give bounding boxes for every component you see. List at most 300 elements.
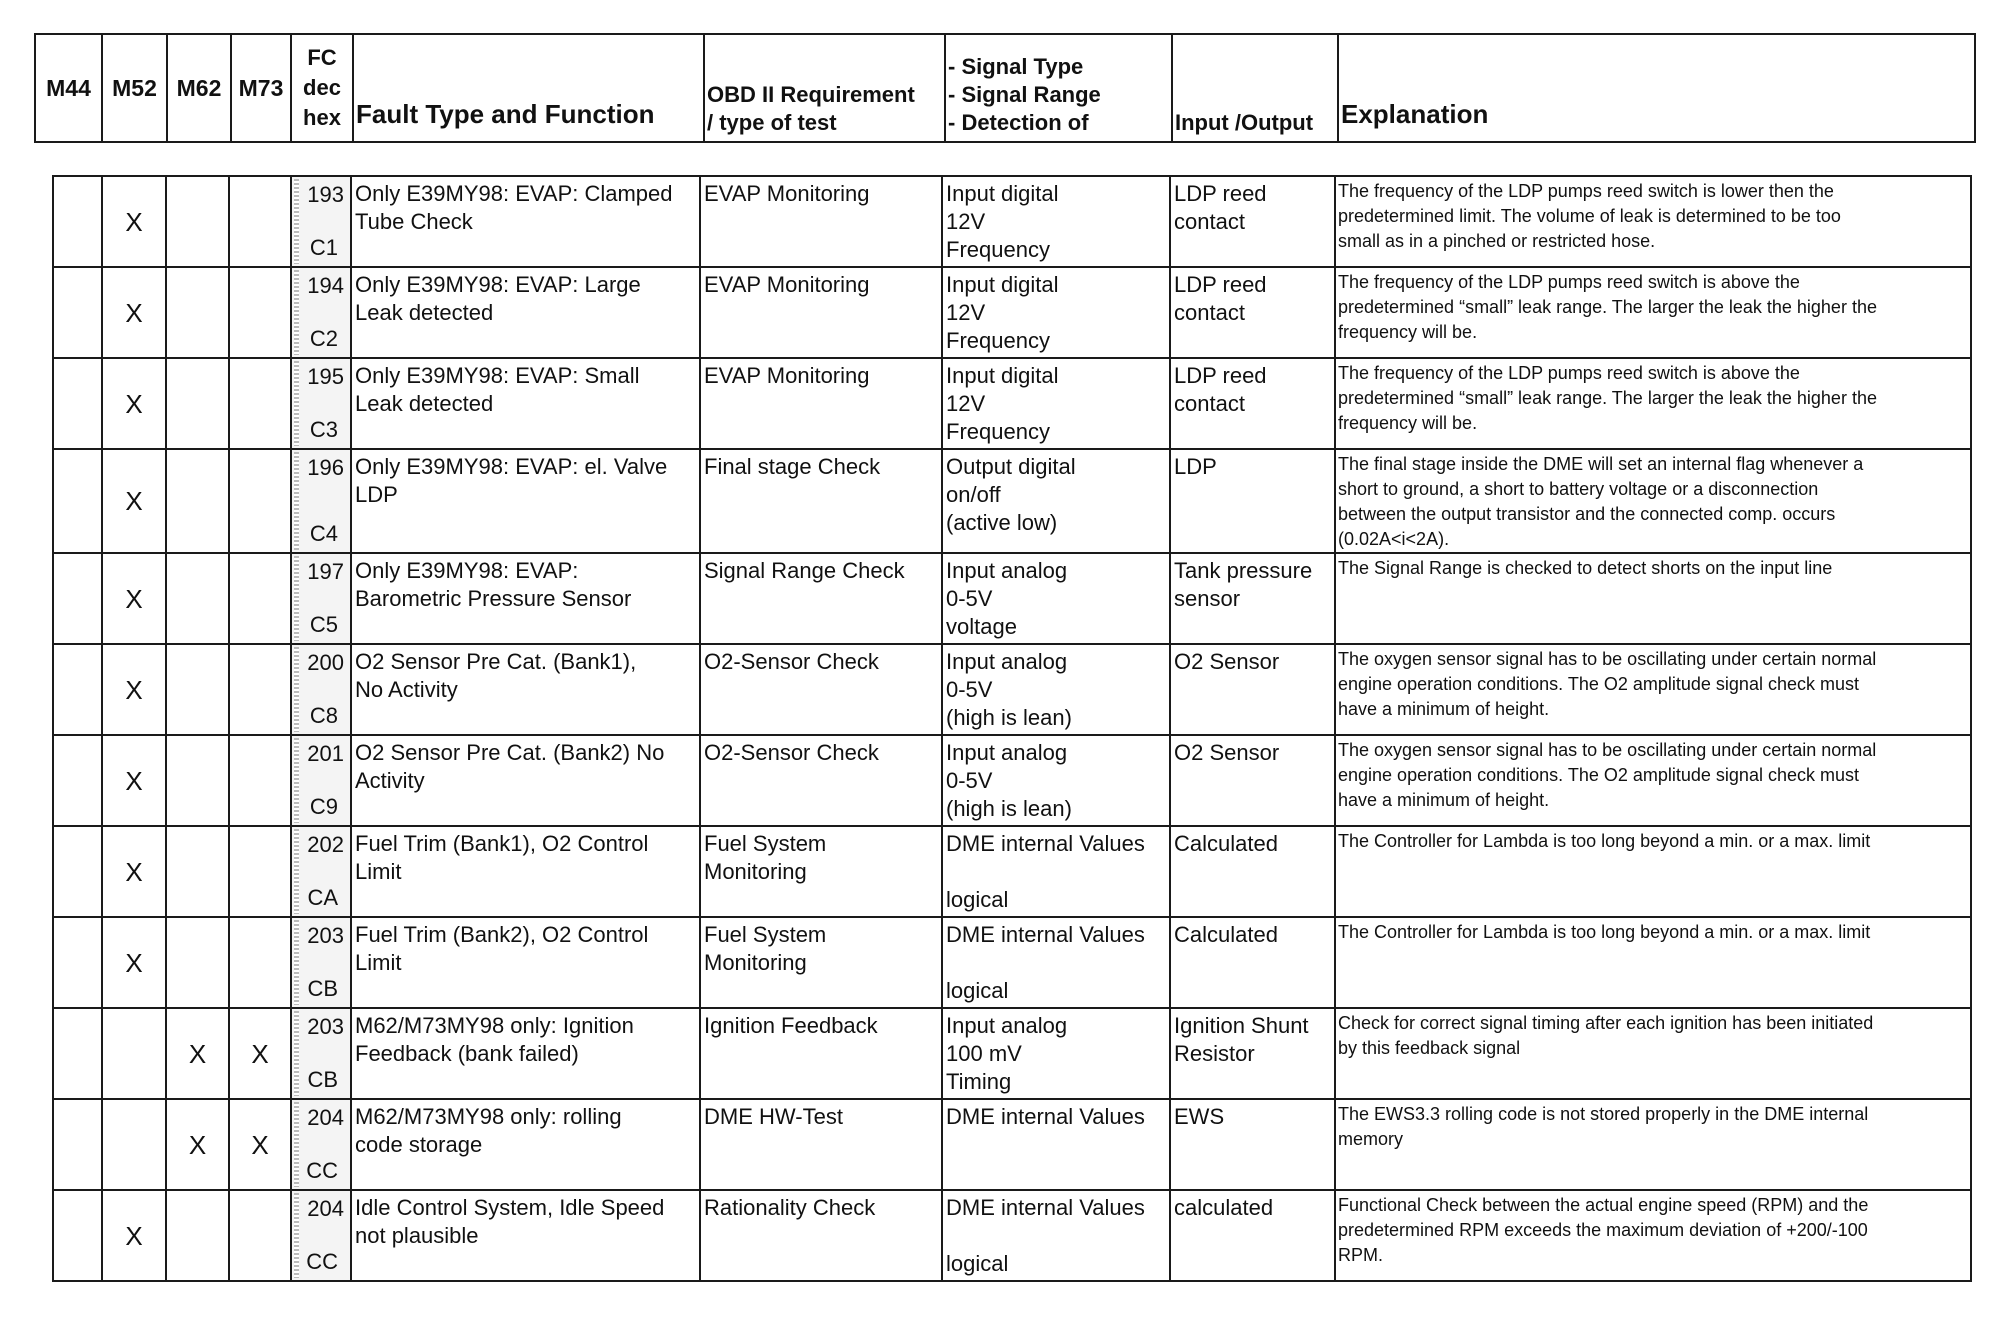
signal-cell-line: 12V — [946, 391, 986, 416]
input-output-cell-line: LDP reed — [1174, 272, 1267, 297]
shading-strip — [294, 270, 299, 355]
signal-cell-line: Input analog — [946, 558, 1068, 583]
header-io: Input /Output — [1172, 34, 1338, 142]
obd-requirement-cell-line: Fuel System — [704, 831, 827, 856]
signal-cell-line: DME internal Values — [946, 922, 1145, 947]
fault-code-dec: 193 — [307, 182, 344, 207]
explanation-cell — [1335, 735, 1971, 826]
engine-m52-cell — [102, 1008, 166, 1099]
engine-m73-cell — [229, 358, 291, 449]
explanation-cell-line: engine operation conditions. The O2 amplitude signal check must — [1338, 674, 1859, 694]
header-signal-line: - Signal Range — [948, 82, 1101, 107]
signal-cell — [942, 735, 1170, 826]
signal-cell-line: on/off — [946, 482, 1001, 507]
explanation-cell — [1335, 826, 1971, 917]
header-obd-line: OBD II Requirement — [707, 82, 915, 107]
input-output-cell-line: calculated — [1174, 1195, 1274, 1220]
signal-cell-line: 0-5V — [946, 677, 993, 702]
engine-m62-cell — [166, 1190, 229, 1281]
signal-cell-line — [946, 949, 1166, 977]
engine-m73-cell: X — [229, 1008, 291, 1099]
input-output-cell-line: Calculated — [1174, 831, 1278, 856]
input-output-cell — [1170, 449, 1335, 553]
obd-requirement-cell — [700, 267, 942, 358]
engine-m44-cell — [53, 644, 102, 735]
table-row — [53, 917, 1971, 1008]
fault-code-dec: 201 — [307, 741, 344, 766]
engine-m73-cell — [229, 917, 291, 1008]
fault-type-cell — [351, 917, 700, 1008]
input-output-cell-line: sensor — [1174, 586, 1241, 611]
explanation-cell-line: The frequency of the LDP pumps reed switch is lower then the — [1338, 181, 1834, 201]
signal-cell — [942, 176, 1170, 267]
engine-m73-cell — [229, 735, 291, 826]
obd-requirement-cell — [700, 1190, 942, 1281]
engine-m73-cell — [229, 449, 291, 553]
fault-type-cell-line: Tube Check — [355, 209, 473, 234]
obd-requirement-cell — [700, 735, 942, 826]
signal-cell-line: (active low) — [946, 510, 1058, 535]
input-output-cell — [1170, 1190, 1335, 1281]
engine-m73-cell — [229, 267, 291, 358]
obd-requirement-cell-line: EVAP Monitoring — [704, 181, 870, 206]
fault-type-cell — [351, 358, 700, 449]
explanation-cell-line: predetermined limit. The volume of leak is determined to be too — [1338, 206, 1841, 226]
explanation-cell-line: engine operation conditions. The O2 amplitude signal check must — [1338, 765, 1859, 785]
signal-cell-line: Timing — [946, 1069, 1012, 1094]
explanation-cell-line: have a minimum of height. — [1338, 699, 1550, 719]
engine-m52-cell: X — [102, 267, 166, 358]
table-row — [53, 826, 1971, 917]
obd-requirement-cell — [700, 917, 942, 1008]
explanation-cell — [1335, 1008, 1971, 1099]
input-output-cell — [1170, 553, 1335, 644]
explanation-cell-line: The oxygen sensor signal has to be oscillating under certain normal — [1338, 740, 1877, 760]
header-signal — [945, 34, 1172, 142]
fault-type-cell — [351, 735, 700, 826]
input-output-cell — [1170, 917, 1335, 1008]
fault-type-cell-line: Feedback (bank failed) — [355, 1041, 579, 1066]
engine-m44-cell — [53, 1099, 102, 1190]
fault-code-hex: CC — [306, 1249, 338, 1274]
fault-code-cell — [291, 826, 351, 917]
shading-strip — [294, 1102, 299, 1187]
shading-strip — [294, 556, 299, 641]
fault-type-cell-line: Fuel Trim (Bank1), O2 Control — [355, 831, 649, 856]
fault-code-dec: 203 — [307, 923, 344, 948]
signal-cell — [942, 1008, 1170, 1099]
obd-requirement-cell — [700, 1099, 942, 1190]
explanation-cell — [1335, 917, 1971, 1008]
shading-strip — [294, 361, 299, 446]
header-fc-line: FC — [307, 45, 337, 70]
header-obd-line: / type of test — [707, 110, 837, 135]
fault-code-dec: 202 — [307, 832, 344, 857]
engine-m73-cell — [229, 826, 291, 917]
signal-cell-line: DME internal Values — [946, 1195, 1145, 1220]
input-output-cell-line: O2 Sensor — [1174, 740, 1280, 765]
fault-type-cell — [351, 644, 700, 735]
fault-code-cell — [291, 358, 351, 449]
engine-m52-cell: X — [102, 449, 166, 553]
engine-m62-cell: X — [166, 1008, 229, 1099]
fault-type-cell-line: No Activity — [355, 677, 458, 702]
explanation-cell-line: between the output transistor and the connected comp. occurs — [1338, 504, 1836, 524]
fault-code-dec: 196 — [307, 455, 344, 480]
explanation-cell-line: The frequency of the LDP pumps reed switch is above the — [1338, 363, 1800, 383]
fault-code-hex: C2 — [309, 326, 338, 351]
explanation-cell-line: The oxygen sensor signal has to be oscillating under certain normal — [1338, 649, 1877, 669]
fault-code-cell — [291, 1099, 351, 1190]
engine-m44-cell — [53, 735, 102, 826]
fault-code-cell — [291, 1190, 351, 1281]
input-output-cell-line: LDP reed — [1174, 363, 1267, 388]
fault-code-hex: CA — [307, 885, 338, 910]
fault-type-cell-line: O2 Sensor Pre Cat. (Bank2) No — [355, 740, 665, 765]
signal-cell-line: logical — [946, 1251, 1009, 1276]
input-output-cell-line: contact — [1174, 300, 1245, 325]
explanation-cell-line: (0.02A<i<2A). — [1338, 529, 1450, 549]
explanation-cell-line: frequency will be. — [1338, 413, 1478, 433]
input-output-cell-line: LDP reed — [1174, 181, 1267, 206]
explanation-cell-line: memory — [1338, 1129, 1404, 1149]
explanation-cell-line: The final stage inside the DME will set an internal flag whenever a — [1338, 454, 1864, 474]
engine-m44-cell — [53, 267, 102, 358]
explanation-cell — [1335, 553, 1971, 644]
fault-code-hex: C3 — [309, 417, 338, 442]
signal-cell — [942, 358, 1170, 449]
engine-m62-cell — [166, 917, 229, 1008]
explanation-cell-line: The Signal Range is checked to detect shorts on the input line — [1338, 558, 1833, 578]
table-row — [53, 1190, 1971, 1281]
input-output-cell-line: contact — [1174, 209, 1245, 234]
input-output-cell-line: Calculated — [1174, 922, 1278, 947]
input-output-cell — [1170, 1099, 1335, 1190]
input-output-cell-line: contact — [1174, 391, 1245, 416]
shading-strip — [294, 647, 299, 732]
engine-m52-cell: X — [102, 1190, 166, 1281]
explanation-cell-line: The Controller for Lambda is too long beyond a min. or a max. limit — [1338, 922, 1871, 942]
signal-cell-line: DME internal Values — [946, 1104, 1145, 1129]
fault-code-cell — [291, 917, 351, 1008]
signal-cell-line: Frequency — [946, 328, 1050, 353]
fault-code-cell — [291, 176, 351, 267]
fault-code-cell — [291, 553, 351, 644]
explanation-cell-line: RPM. — [1338, 1245, 1383, 1265]
signal-cell-line: 0-5V — [946, 586, 993, 611]
fault-type-cell — [351, 449, 700, 553]
obd-requirement-cell-line: Ignition Feedback — [704, 1013, 878, 1038]
fault-code-cell — [291, 644, 351, 735]
input-output-cell-line: LDP — [1174, 454, 1217, 479]
input-output-cell — [1170, 358, 1335, 449]
signal-cell — [942, 553, 1170, 644]
explanation-cell — [1335, 1099, 1971, 1190]
input-output-cell — [1170, 176, 1335, 267]
header-m62: M62 — [167, 34, 231, 142]
table-row — [53, 1099, 1971, 1190]
engine-m52-cell: X — [102, 553, 166, 644]
engine-m62-cell — [166, 735, 229, 826]
input-output-cell-line: EWS — [1174, 1104, 1225, 1129]
signal-cell — [942, 644, 1170, 735]
signal-cell-line: logical — [946, 887, 1009, 912]
input-output-cell — [1170, 826, 1335, 917]
input-output-cell — [1170, 267, 1335, 358]
fault-type-cell-line: M62/M73MY98 only: rolling — [355, 1104, 622, 1129]
signal-cell-line: Input digital — [946, 181, 1059, 206]
fault-code-dec: 195 — [307, 364, 344, 389]
explanation-cell-line: The EWS3.3 rolling code is not stored properly in the DME internal — [1338, 1104, 1869, 1124]
explanation-cell-line: The Controller for Lambda is too long beyond a min. or a max. limit — [1338, 831, 1871, 851]
fault-code-cell — [291, 267, 351, 358]
fault-type-cell-line: Fuel Trim (Bank2), O2 Control — [355, 922, 649, 947]
obd-requirement-cell-line: Final stage Check — [704, 454, 881, 479]
explanation-cell-line: small as in a pinched or restricted hose. — [1338, 231, 1656, 251]
fault-code-dec: 204 — [307, 1196, 344, 1221]
engine-m52-cell: X — [102, 644, 166, 735]
explanation-cell-line: Check for correct signal timing after each ignition has been initiated — [1338, 1013, 1874, 1033]
signal-cell-line: Input digital — [946, 363, 1059, 388]
table-row — [53, 553, 1971, 644]
input-output-cell-line: Resistor — [1174, 1041, 1255, 1066]
fault-type-cell-line: Leak detected — [355, 300, 494, 325]
signal-cell-line: (high is lean) — [946, 705, 1072, 730]
fault-type-cell-line: not plausible — [355, 1223, 479, 1248]
table-row — [53, 176, 1971, 267]
obd-requirement-cell — [700, 358, 942, 449]
fault-type-cell-line: Activity — [355, 768, 425, 793]
fault-type-cell-line: M62/M73MY98 only: Ignition — [355, 1013, 634, 1038]
explanation-cell-line: frequency will be. — [1338, 322, 1478, 342]
header-signal-line: - Detection of — [948, 110, 1089, 135]
explanation-cell — [1335, 267, 1971, 358]
fault-type-cell-line: O2 Sensor Pre Cat. (Bank1), — [355, 649, 637, 674]
obd-requirement-cell — [700, 449, 942, 553]
engine-m44-cell — [53, 449, 102, 553]
signal-cell — [942, 267, 1170, 358]
obd-requirement-cell — [700, 644, 942, 735]
fault-type-cell — [351, 267, 700, 358]
fault-code-cell — [291, 1008, 351, 1099]
engine-m44-cell — [53, 176, 102, 267]
signal-cell-line: Input analog — [946, 1013, 1068, 1038]
engine-m44-cell — [53, 1008, 102, 1099]
signal-cell-line: DME internal Values — [946, 831, 1145, 856]
fault-code-hex: CB — [307, 1067, 338, 1092]
explanation-cell-line: short to ground, a short to battery voltage or a disconnection — [1338, 479, 1819, 499]
header-fault: Fault Type and Function — [353, 34, 704, 142]
fault-code-hex: C9 — [309, 794, 338, 819]
table-header — [34, 33, 1976, 143]
fault-type-cell-line: LDP — [355, 482, 398, 507]
signal-cell-line: voltage — [946, 614, 1017, 639]
explanation-cell — [1335, 176, 1971, 267]
signal-cell-line: 0-5V — [946, 768, 993, 793]
obd-requirement-cell-line: Monitoring — [704, 950, 807, 975]
signal-cell — [942, 917, 1170, 1008]
header-fc — [291, 34, 353, 142]
fault-type-cell-line: code storage — [355, 1132, 483, 1157]
explanation-cell-line: by this feedback signal — [1338, 1038, 1521, 1058]
fault-type-cell-line: Only E39MY98: EVAP: el. Valve — [355, 454, 668, 479]
obd-requirement-cell — [700, 553, 942, 644]
signal-cell — [942, 826, 1170, 917]
engine-m62-cell — [166, 176, 229, 267]
fault-type-cell — [351, 1190, 700, 1281]
fault-code-hex: C1 — [309, 235, 338, 260]
table-row — [53, 267, 1971, 358]
engine-m52-cell: X — [102, 735, 166, 826]
engine-m62-cell — [166, 644, 229, 735]
obd-requirement-cell — [700, 176, 942, 267]
fault-type-cell-line: Limit — [355, 859, 402, 884]
fault-type-cell-line: Only E39MY98: EVAP: — [355, 558, 579, 583]
signal-cell — [942, 1099, 1170, 1190]
shading-strip — [294, 920, 299, 1005]
engine-m62-cell — [166, 553, 229, 644]
shading-strip — [294, 1193, 299, 1278]
shading-strip — [294, 452, 299, 550]
explanation-cell-line: The frequency of the LDP pumps reed switch is above the — [1338, 272, 1800, 292]
explanation-cell-line: predetermined RPM exceeds the maximum deviation of +200/-100 — [1338, 1220, 1868, 1240]
fault-code-hex: C4 — [309, 521, 338, 546]
signal-cell-line: Frequency — [946, 237, 1050, 262]
header-m52: M52 — [102, 34, 167, 142]
fault-type-cell — [351, 176, 700, 267]
header-explanation: Explanation — [1338, 34, 1975, 142]
engine-m44-cell — [53, 917, 102, 1008]
obd-requirement-cell-line: O2-Sensor Check — [704, 649, 879, 674]
obd-requirement-cell-line: DME HW-Test — [704, 1104, 843, 1129]
fault-type-cell — [351, 553, 700, 644]
input-output-cell — [1170, 1008, 1335, 1099]
signal-cell-line — [946, 1222, 1166, 1250]
fault-type-cell-line: Barometric Pressure Sensor — [355, 586, 632, 611]
engine-m73-cell — [229, 1190, 291, 1281]
explanation-cell-line: predetermined “small” leak range. The larger the leak the higher the — [1338, 388, 1877, 408]
obd-requirement-cell-line: O2-Sensor Check — [704, 740, 879, 765]
signal-cell-line: logical — [946, 978, 1009, 1003]
fault-type-cell-line: Leak detected — [355, 391, 494, 416]
fault-type-cell-line: Only E39MY98: EVAP: Clamped — [355, 181, 673, 206]
input-output-cell-line: Ignition Shunt — [1174, 1013, 1309, 1038]
engine-m62-cell — [166, 358, 229, 449]
explanation-cell — [1335, 644, 1971, 735]
fault-type-cell-line: Only E39MY98: EVAP: Large — [355, 272, 641, 297]
header-obd — [704, 34, 945, 142]
fault-code-dec: 200 — [307, 650, 344, 675]
fault-type-cell — [351, 1099, 700, 1190]
engine-m44-cell — [53, 358, 102, 449]
obd-requirement-cell — [700, 826, 942, 917]
table-row — [53, 358, 1971, 449]
signal-cell-line — [946, 858, 1166, 886]
obd-requirement-cell-line: Rationality Check — [704, 1195, 876, 1220]
engine-m52-cell: X — [102, 826, 166, 917]
engine-m44-cell — [53, 826, 102, 917]
input-output-cell-line: O2 Sensor — [1174, 649, 1280, 674]
engine-m44-cell — [53, 1190, 102, 1281]
explanation-cell-line: predetermined “small” leak range. The larger the leak the higher the — [1338, 297, 1877, 317]
header-fc-line: dec — [303, 75, 341, 100]
engine-m62-cell — [166, 826, 229, 917]
fault-code-hex: C8 — [309, 703, 338, 728]
explanation-cell-line: have a minimum of height. — [1338, 790, 1550, 810]
signal-cell-line: 12V — [946, 300, 986, 325]
engine-m52-cell — [102, 1099, 166, 1190]
shading-strip — [294, 179, 299, 264]
engine-m62-cell: X — [166, 1099, 229, 1190]
obd-requirement-cell-line: Monitoring — [704, 859, 807, 884]
obd-requirement-cell-line: EVAP Monitoring — [704, 363, 870, 388]
fault-type-cell-line: Only E39MY98: EVAP: Small — [355, 363, 640, 388]
engine-m73-cell — [229, 176, 291, 267]
fault-code-dec: 203 — [307, 1014, 344, 1039]
engine-m62-cell — [166, 449, 229, 553]
shading-strip — [294, 738, 299, 823]
table-row — [53, 449, 1971, 553]
fault-code-cell — [291, 449, 351, 553]
fault-code-cell — [291, 735, 351, 826]
signal-cell — [942, 1190, 1170, 1281]
fault-code-dec: 194 — [307, 273, 344, 298]
signal-cell-line: Input analog — [946, 740, 1068, 765]
engine-m73-cell — [229, 644, 291, 735]
obd-requirement-cell-line: EVAP Monitoring — [704, 272, 870, 297]
engine-m62-cell — [166, 267, 229, 358]
explanation-cell — [1335, 449, 1971, 553]
obd-requirement-cell — [700, 1008, 942, 1099]
signal-cell-line: Frequency — [946, 419, 1050, 444]
signal-cell-line: (high is lean) — [946, 796, 1072, 821]
header-m44: M44 — [35, 34, 102, 142]
table-row — [53, 1008, 1971, 1099]
engine-m73-cell — [229, 553, 291, 644]
shading-strip — [294, 829, 299, 914]
fault-type-cell-line: Limit — [355, 950, 402, 975]
header-m73: M73 — [231, 34, 291, 142]
header-fc-line: hex — [303, 105, 341, 130]
fault-table — [52, 175, 1972, 1282]
fault-type-cell — [351, 1008, 700, 1099]
obd-requirement-cell-line: Fuel System — [704, 922, 827, 947]
engine-m52-cell: X — [102, 358, 166, 449]
signal-cell-line: Input digital — [946, 272, 1059, 297]
explanation-cell — [1335, 358, 1971, 449]
engine-m52-cell: X — [102, 176, 166, 267]
fault-code-hex: CB — [307, 976, 338, 1001]
shading-strip — [294, 1011, 299, 1096]
signal-cell — [942, 449, 1170, 553]
explanation-cell-line: Functional Check between the actual engine speed (RPM) and the — [1338, 1195, 1869, 1215]
fault-code-dec: 197 — [307, 559, 344, 584]
fault-code-hex: C5 — [309, 612, 338, 637]
input-output-cell-line: Tank pressure — [1174, 558, 1313, 583]
obd-requirement-cell-line: Signal Range Check — [704, 558, 905, 583]
input-output-cell — [1170, 644, 1335, 735]
fault-code-dec: 204 — [307, 1105, 344, 1130]
header-signal-line: - Signal Type — [948, 54, 1084, 79]
explanation-cell — [1335, 1190, 1971, 1281]
table-row — [53, 644, 1971, 735]
input-output-cell — [1170, 735, 1335, 826]
signal-cell-line: 100 mV — [946, 1041, 1022, 1066]
table-row — [53, 735, 1971, 826]
fault-type-cell — [351, 826, 700, 917]
fault-type-cell-line: Idle Control System, Idle Speed — [355, 1195, 665, 1220]
engine-m44-cell — [53, 553, 102, 644]
